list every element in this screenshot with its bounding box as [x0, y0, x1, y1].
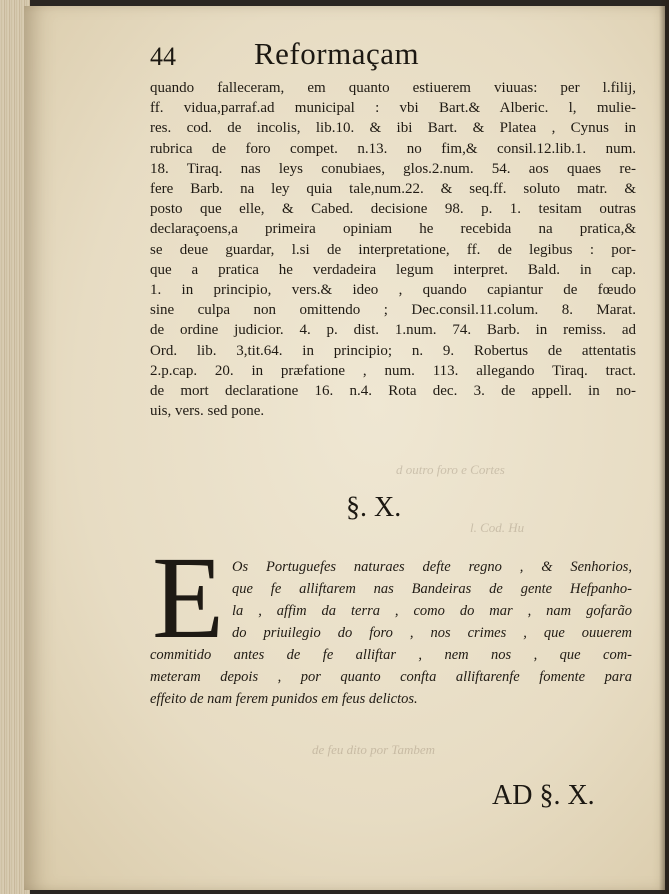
show-through-text: d outro foro e Cortes [396, 462, 505, 477]
text-line: de ordine judicior. 4. p. dist. 1.num. 74. Barb. in remiss. ad [150, 322, 636, 339]
italic-line: commitido antes de fe alliftar , nem nos , que com- [150, 647, 632, 663]
catchword: AD §. X. [492, 780, 595, 811]
italic-line: effeito de nam ferem punidos em feus delictos. [150, 691, 418, 707]
text-line: res. cod. de incolis, lib.10. & ibi Bart. & Platea , Cynus in [150, 120, 636, 137]
text-line: 1. in principio, vers.& ideo , quando capiantur de fœudo [150, 282, 636, 299]
text-line: quando falleceram, em quanto estiuerem viuuas: per l.filij, [150, 80, 636, 96]
drop-cap: E [152, 532, 225, 663]
italic-line: do priuilegio do foro , nos crimes , que ouuerem [232, 625, 632, 641]
italic-paragraph [150, 556, 632, 710]
italic-line: Os Portuguefes naturaes defte regno , & Senhorios, [232, 559, 632, 575]
text-line: de mort declaratione 16. n.4. Rota dec. 3. de appell. in no- [150, 383, 636, 400]
text-line: declaraçoens,a primeira opiniam he recebida na pratica,& [150, 221, 636, 238]
page-number: 44 [150, 42, 176, 71]
text-line: Ord. lib. 3,tit.64. in principio; n. 9. Robertus de attentatis [150, 342, 636, 359]
text-line: posto que elle, & Cabed. decisione 98. p. 1. tesitam outras [150, 201, 636, 218]
running-head [150, 36, 520, 72]
text-line: 2.p.cap. 20. in præfatione , num. 113. allegando Tiraq. tract. [150, 362, 636, 379]
text-line: ff. vidua,parraf.ad municipal : vbi Bart.& Alberic. l, mulie- [150, 100, 636, 117]
italic-line: la , affim da terra , como do mar , nam gofarão [232, 603, 632, 619]
text-line: que a pratica he verdadeira legum interpret. Bald. in cap. [150, 261, 636, 278]
text-line: 18. Tiraq. nas leys conubiaes, glos.2.num. 54. aos quaes re- [150, 160, 636, 177]
text-line: se deue guardar, l.si de interpretatione, ff. de legibus : por- [150, 241, 636, 258]
running-title: Reformaçam [254, 36, 420, 71]
section-heading: §. X. [346, 492, 402, 523]
text-line: fere Barb. na ley quia tale,num.22. & seq.ff. soluto matr. & [150, 181, 636, 198]
italic-line: que fe alliftarem nas Bandeiras de gente Hefpanho- [232, 581, 632, 597]
italic-line: meteram depois , por quanto confta alliftarenfe fomente para [150, 669, 632, 685]
show-through-text: l. Cod. Hu [470, 520, 525, 535]
text-line: rubrica de foro compet. n.13. no fim,& consil.12.lib.1. num. [150, 140, 636, 157]
text-line: sine culpa non omittendo ; Dec.consil.11.colum. 8. Marat. [150, 302, 636, 319]
show-through-text: de feu dito por Tambem [312, 742, 436, 757]
text-line: uis, vers. sed pone. [150, 403, 265, 420]
page-edge-shadow [659, 0, 669, 894]
body-paragraph [150, 78, 636, 421]
